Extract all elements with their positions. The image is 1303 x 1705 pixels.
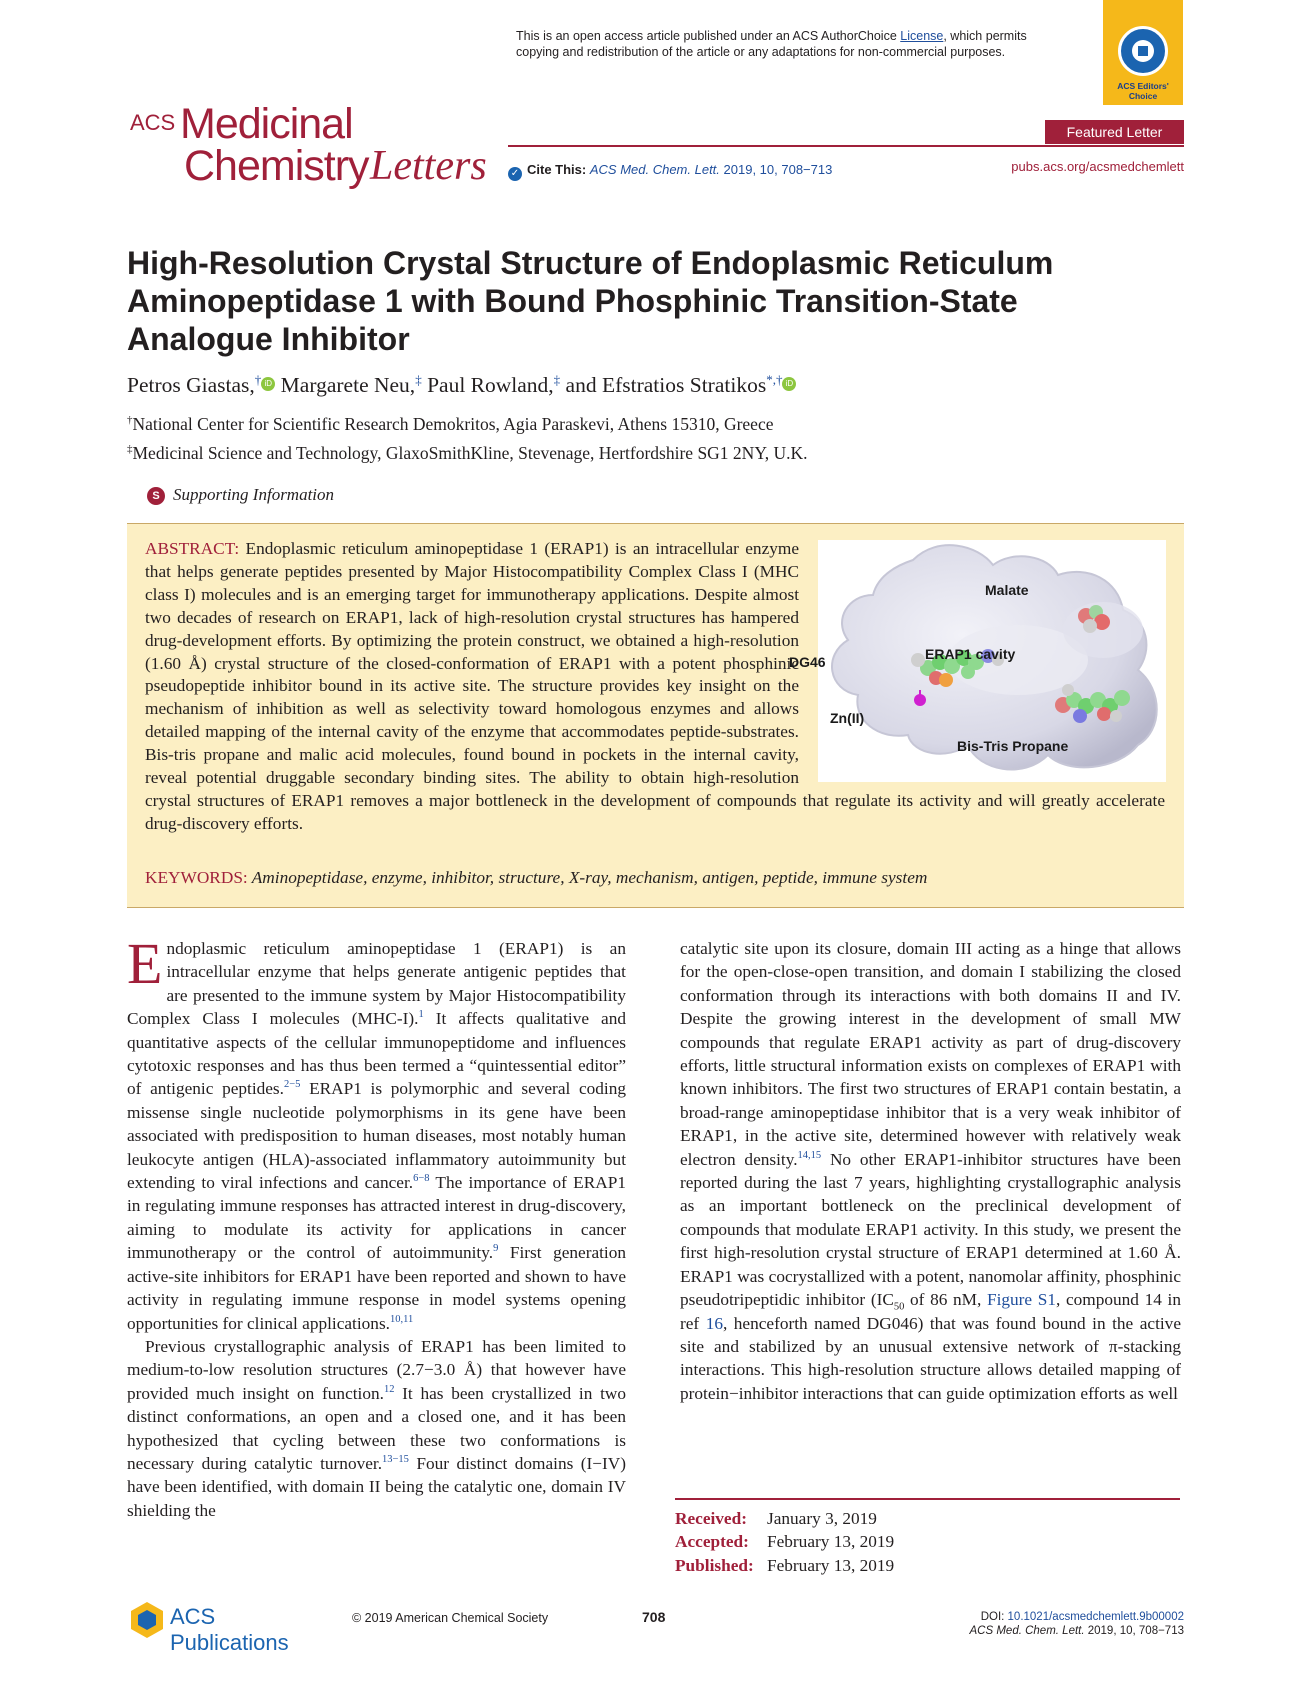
author-mark: † bbox=[254, 372, 262, 387]
supporting-information-link[interactable] bbox=[147, 485, 334, 505]
inline-link[interactable]: 16 bbox=[705, 1313, 723, 1333]
affiliation: †National Center for Scientific Research Demokritos, Agia Paraskevi, Athens 15310, Greece bbox=[127, 414, 774, 434]
license-link[interactable]: License bbox=[900, 29, 944, 43]
citation-ref[interactable]: 9 bbox=[493, 1243, 499, 1255]
citation-ref[interactable]: 2−5 bbox=[283, 1079, 301, 1091]
body-text: ndoplasmic reticulum aminopeptidase 1 (ERAP1) is an intracellular enzyme that helps generate antigenic peptides that are presented to the immune system by Major Histocompatibility Complex Class I molecules (MHC-I). bbox=[127, 939, 626, 1029]
footer-journal: ACS Med. Chem. Lett. bbox=[969, 1625, 1085, 1637]
author-name[interactable]: Margarete Neu, bbox=[280, 373, 416, 398]
citation-ref[interactable]: 1 bbox=[418, 1009, 424, 1021]
cite-this[interactable] bbox=[508, 162, 832, 181]
author-mark: ‡ bbox=[553, 372, 561, 387]
check-circle-icon: ✓ bbox=[508, 167, 522, 181]
logo-letters: Letters bbox=[370, 143, 487, 189]
doi-link[interactable]: 10.1021/acsmedchemlett.9b00002 bbox=[1007, 1611, 1184, 1623]
license-text-line2: copying and redistribution of the article or any adaptations for non-commercial purposes. bbox=[516, 45, 1006, 59]
date-published: Published: February 13, 2019 bbox=[675, 1555, 895, 1575]
copyright: © 2019 American Chemical Society bbox=[352, 1611, 549, 1625]
license-notice bbox=[516, 28, 1096, 60]
journal-url[interactable]: pubs.acs.org/acsmedchemlett bbox=[1011, 159, 1184, 174]
license-text-tail: , which permits bbox=[943, 29, 1027, 43]
author-mark: *,† bbox=[766, 372, 783, 387]
body-text: of 86 nM, bbox=[904, 1290, 987, 1310]
orcid-icon[interactable]: iD bbox=[261, 377, 275, 391]
body-text: catalytic site upon its closure, domain III acting as a hinge that allows for the open-close-open transition, and domain I stabilizing the closed conformation through its interactions with both domains II and IV. Despite the growing interest in the development of small MW compounds that regulate ERAP1 activity as part of drug-discovery efforts, little structural information exists on complexes of ERAP1 with known inhibitors. The first two structures of ERAP1 contain bestatin, a broad-range aminopeptidase inhibitor that is a very weak inhibitor of ERAP1, in the active site, determined however with relatively weak electron density. bbox=[680, 939, 1181, 1169]
featured-letter-tag: Featured Letter bbox=[1045, 120, 1184, 144]
header-rule bbox=[508, 145, 1184, 147]
author-name[interactable]: Petros Giastas, bbox=[127, 373, 255, 398]
cite-journal[interactable]: ACS Med. Chem. Lett. bbox=[589, 162, 720, 177]
keywords-list: Aminopeptidase, enzyme, inhibitor, structure, X-ray, mechanism, antigen, peptide, immune system bbox=[247, 868, 928, 887]
orcid-icon[interactable]: iD bbox=[782, 377, 796, 391]
body-text: It has been crystallized in two distinct conformations, an open and a closed one, and it has been hypothesized that cycling between these two conformations is necessary during catalytic turnover. bbox=[127, 1383, 626, 1473]
doi-block: DOI: 10.1021/acsmedchemlett.9b00002 ACS Med. Chem. Lett. 2019, 10, 708−713 bbox=[969, 1611, 1184, 1637]
drop-cap: E bbox=[127, 931, 163, 996]
editors-choice-badge[interactable] bbox=[1103, 0, 1183, 105]
toc-label-zn: Zn(II) bbox=[830, 710, 865, 726]
page-number: 708 bbox=[642, 1609, 666, 1625]
publisher-name: ACS Publications bbox=[170, 1604, 289, 1655]
body-text: The importance of ERAP1 in regulating immune responses has attracted interest in drug-discovery, aiming to modulate its activity for applications in cancer immunotherapy or the control of autoimmunity. bbox=[127, 1173, 626, 1263]
author-mark: ‡ bbox=[415, 372, 422, 387]
article-title: High-Resolution Crystal Structure of Endoplasmic Reticulum Aminopeptidase 1 with Bound Phosphinic Transition-State Analogue Inhibitor bbox=[127, 245, 1054, 357]
logo-medicinal: Medicinal bbox=[180, 100, 353, 148]
keywords bbox=[145, 868, 1165, 888]
abstract-heading: ABSTRACT: bbox=[145, 539, 240, 558]
author-list bbox=[127, 372, 1087, 398]
body-column-left bbox=[127, 931, 627, 1522]
author-name[interactable]: and Efstratios Stratikos bbox=[565, 373, 767, 398]
toc-graphic[interactable] bbox=[789, 540, 1166, 782]
editors-choice-label: ACS Editors' Choice bbox=[1117, 81, 1169, 101]
subscript: 50 bbox=[893, 1301, 905, 1313]
body-text: Four distinct domains (I−IV) have been identified, with domain II being the catalytic one, domain IV shielding the bbox=[127, 1453, 626, 1520]
dates-rule bbox=[675, 1498, 1180, 1500]
toc-label-dg46: DG46 bbox=[789, 654, 826, 670]
journal-logo bbox=[130, 100, 500, 194]
body-text: No other ERAP1-inhibitor structures have been reported during the last 7 years, highlighting crystallographic analysis as an important bottleneck on the preclinical development of compounds that modulate ERAP1 activity. In this study, we present the first high-resolution crystal structure of ERAP1 determined at 1.60 Å. ERAP1 was cocrystallized with a potent, nanomolar affinity, phosphinic pseudotripeptidic inhibitor (IC bbox=[680, 1149, 1181, 1310]
body-text: First generation active-site inhibitors for ERAP1 have been reported and shown to have activity in regulating immune response in model systems opening opportunities for clinical applications. bbox=[127, 1243, 627, 1333]
citation-ref[interactable]: 12 bbox=[383, 1383, 395, 1395]
abstract-text: Endoplasmic reticulum aminopeptidase 1 (ERAP1) is an intracellular enzyme that helps generate peptides presented by Major Histocompatibility Complex Class I (MHC class I) molecules and is an emerging target for immunotherapy applications. Despite almost two decades of research on ERAP1, lack of high-resolution crystal structures has hampered drug-development efforts. By optimizing the protein construct, we obtained a high-resolution (1.60 Å) crystal structure of the closed-conformation of ERAP1 with a potent phosphinic pseudopeptide inhibitor bound in its active site. The structure provides key insight on the mechanism of inhibition as well as selectivity toward homologous enzymes and allows detailed mapping of the internal cavity of the enzyme that accommodates peptide-substrates. Bis-tris propane and malic acid molecules, found bound in pockets in the internal cavity, reveal potential druggable secondary binding sites. The ability to obtain high-resolution crystal structures of ERAP1 removes a major bottleneck in the development of compounds that regulate its activity and will greatly accelerate drug-discovery efforts. bbox=[145, 539, 1165, 833]
license-text: This is an open access article published under an ACS AuthorChoice bbox=[516, 29, 901, 43]
supporting-information-label: Supporting Information bbox=[173, 485, 335, 504]
affiliation: ‡Medicinal Science and Technology, GlaxoSmithKline, Stevenage, Hertfordshire SG1 2NY, U.K. bbox=[127, 443, 808, 463]
toc-label-malate: Malate bbox=[985, 582, 1029, 598]
acs-publications-logo[interactable] bbox=[127, 1600, 327, 1655]
citation-ref[interactable]: 13−15 bbox=[382, 1454, 409, 1466]
body-text: , henceforth named DG046) that was found bound in the active site and stabilized by an unusual extensive network of π-stacking interactions. This high-resolution structure allows detailed mapping of protein−inhibitor interactions that can guide optimization efforts as well bbox=[680, 1313, 1181, 1403]
body-text: ERAP1 is polymorphic and several coding missense single nucleotide polymorphisms in its gene have been associated with predisposition to human diseases, most notably human leukocyte antigen (HLA)-associated inflammatory autoimmunity but extending to viral infections and cancer. bbox=[127, 1079, 626, 1193]
toc-label-bis-tris: Bis-Tris Propane bbox=[957, 738, 1069, 754]
cite-volume[interactable]: 2019, 10, 708−713 bbox=[719, 162, 833, 177]
citation-ref[interactable]: 10,11 bbox=[390, 1313, 414, 1325]
logo-chemistry: Chemistry bbox=[184, 142, 369, 190]
footer-volume: 2019, 10, 708−713 bbox=[1084, 1625, 1184, 1637]
paragraph bbox=[127, 1335, 626, 1522]
logo-acs: ACS bbox=[130, 110, 176, 135]
body-text: , compound 14 in ref bbox=[680, 1290, 1181, 1333]
citation-ref[interactable]: 6−8 bbox=[413, 1173, 430, 1185]
date-accepted: Accepted: February 13, 2019 bbox=[675, 1532, 895, 1552]
editors-choice-icon bbox=[1118, 26, 1168, 76]
paragraph bbox=[127, 931, 627, 1335]
inline-link[interactable]: Figure S1 bbox=[986, 1290, 1057, 1310]
citation-ref[interactable]: 14,15 bbox=[797, 1149, 822, 1161]
body-text: Previous crystallographic analysis of ERAP1 has been limited to medium-to-low resolution structures (2.7−3.0 Å) that however have provided much insight on function. bbox=[127, 1336, 626, 1403]
date-received: Received: January 3, 2019 bbox=[675, 1509, 877, 1528]
author-name[interactable]: Paul Rowland, bbox=[427, 373, 554, 398]
toc-label-cavity: ERAP1 cavity bbox=[925, 646, 1016, 662]
article-dates bbox=[675, 1507, 894, 1577]
body-text: It affects qualitative and quantitative aspects of the cellular immunopeptidome and influences cytotoxic responses and has thus been termed a “quintessential editor” of antigenic peptides. bbox=[127, 1009, 626, 1099]
cite-label: Cite This: bbox=[527, 162, 587, 177]
paragraph bbox=[680, 937, 1181, 1405]
supporting-info-icon: S bbox=[147, 487, 165, 505]
keywords-heading: KEYWORDS: bbox=[145, 868, 248, 887]
body-column-right bbox=[680, 937, 1181, 1405]
acs-hexagon-icon bbox=[127, 1600, 167, 1640]
